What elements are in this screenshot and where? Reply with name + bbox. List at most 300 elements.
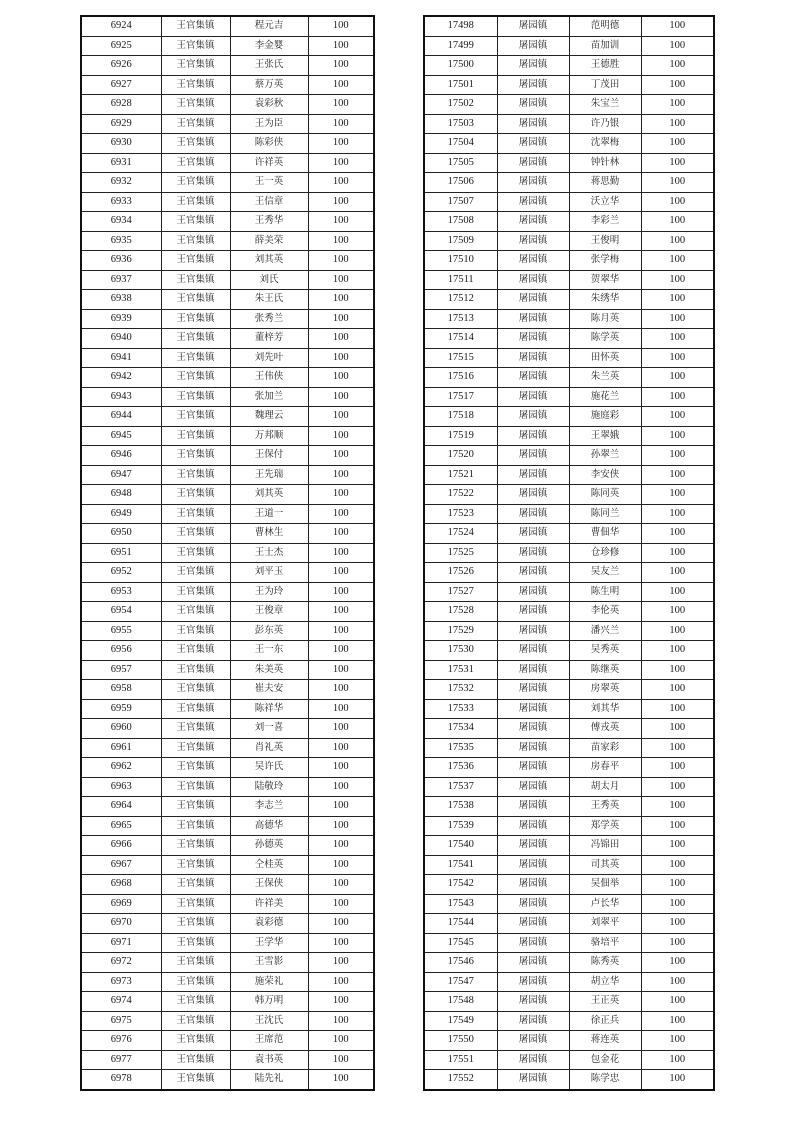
name-cell: 陈月英 [569, 309, 641, 329]
name-cell: 苗加训 [569, 36, 641, 56]
id-cell: 6969 [81, 894, 161, 914]
table-row [424, 914, 714, 934]
name-cell: 施花兰 [569, 387, 641, 407]
table-row [81, 485, 374, 505]
amount-cell: 100 [641, 56, 714, 76]
town-cell: 王官集镇 [161, 504, 230, 524]
table-row [81, 387, 374, 407]
name-cell: 陆先礼 [230, 1070, 308, 1090]
table-row [81, 446, 374, 466]
amount-cell: 100 [641, 641, 714, 661]
name-cell: 张学梅 [569, 251, 641, 271]
right-roster-body [424, 16, 714, 1090]
table-row [81, 563, 374, 583]
table-row [81, 173, 374, 193]
name-cell: 陈学忠 [569, 1070, 641, 1090]
name-cell: 程元吉 [230, 16, 308, 36]
table-row [424, 75, 714, 95]
town-cell: 屠园镇 [497, 153, 569, 173]
id-cell: 6937 [81, 270, 161, 290]
name-cell: 刘先叶 [230, 348, 308, 368]
name-cell: 王保侠 [230, 875, 308, 895]
table-row [81, 680, 374, 700]
table-row [81, 368, 374, 388]
town-cell: 王官集镇 [161, 407, 230, 427]
town-cell: 屠园镇 [497, 270, 569, 290]
amount-cell: 100 [308, 582, 374, 602]
table-row [81, 251, 374, 271]
amount-cell: 100 [641, 894, 714, 914]
name-cell: 魏理云 [230, 407, 308, 427]
amount-cell: 100 [308, 972, 374, 992]
town-cell: 王官集镇 [161, 153, 230, 173]
name-cell: 司其英 [569, 855, 641, 875]
town-cell: 王官集镇 [161, 192, 230, 212]
town-cell: 屠园镇 [497, 621, 569, 641]
id-cell: 17537 [424, 777, 497, 797]
town-cell: 王官集镇 [161, 797, 230, 817]
town-cell: 王官集镇 [161, 641, 230, 661]
id-cell: 17541 [424, 855, 497, 875]
id-cell: 17532 [424, 680, 497, 700]
table-row [424, 738, 714, 758]
table-row [81, 855, 374, 875]
amount-cell: 100 [308, 797, 374, 817]
amount-cell: 100 [308, 309, 374, 329]
id-cell: 6953 [81, 582, 161, 602]
town-cell: 王官集镇 [161, 992, 230, 1012]
id-cell: 17502 [424, 95, 497, 115]
table-row [424, 426, 714, 446]
table-row [81, 660, 374, 680]
amount-cell: 100 [308, 1031, 374, 1051]
name-cell: 陈秀英 [569, 953, 641, 973]
amount-cell: 100 [641, 1050, 714, 1070]
name-cell: 王正英 [569, 992, 641, 1012]
id-cell: 6975 [81, 1011, 161, 1031]
amount-cell: 100 [641, 446, 714, 466]
id-cell: 17526 [424, 563, 497, 583]
name-cell: 刘其英 [230, 485, 308, 505]
name-cell: 刘平玉 [230, 563, 308, 583]
table-row [81, 153, 374, 173]
town-cell: 屠园镇 [497, 173, 569, 193]
table-row [81, 582, 374, 602]
town-cell: 屠园镇 [497, 36, 569, 56]
amount-cell: 100 [641, 192, 714, 212]
amount-cell: 100 [308, 465, 374, 485]
id-cell: 17503 [424, 114, 497, 134]
amount-cell: 100 [641, 114, 714, 134]
amount-cell: 100 [308, 758, 374, 778]
table-row [424, 192, 714, 212]
amount-cell: 100 [308, 855, 374, 875]
id-cell: 6938 [81, 290, 161, 310]
town-cell: 王官集镇 [161, 855, 230, 875]
amount-cell: 100 [641, 836, 714, 856]
amount-cell: 100 [641, 738, 714, 758]
town-cell: 屠园镇 [497, 348, 569, 368]
name-cell: 陈学英 [569, 329, 641, 349]
amount-cell: 100 [308, 75, 374, 95]
id-cell: 17531 [424, 660, 497, 680]
town-cell: 屠园镇 [497, 699, 569, 719]
amount-cell: 100 [308, 543, 374, 563]
id-cell: 17545 [424, 933, 497, 953]
name-cell: 吴友兰 [569, 563, 641, 583]
name-cell: 李志兰 [230, 797, 308, 817]
id-cell: 6972 [81, 953, 161, 973]
table-row [81, 972, 374, 992]
town-cell: 王官集镇 [161, 309, 230, 329]
id-cell: 17547 [424, 972, 497, 992]
id-cell: 6943 [81, 387, 161, 407]
table-row [81, 543, 374, 563]
amount-cell: 100 [308, 387, 374, 407]
id-cell: 17513 [424, 309, 497, 329]
id-cell: 17501 [424, 75, 497, 95]
table-row [424, 992, 714, 1012]
name-cell: 袁书英 [230, 1050, 308, 1070]
id-cell: 17552 [424, 1070, 497, 1090]
name-cell: 陈同兰 [569, 504, 641, 524]
table-row [81, 56, 374, 76]
table-row [424, 114, 714, 134]
id-cell: 6950 [81, 524, 161, 544]
id-cell: 6970 [81, 914, 161, 934]
id-cell: 6924 [81, 16, 161, 36]
table-row [424, 1011, 714, 1031]
amount-cell: 100 [641, 1070, 714, 1090]
town-cell: 屠园镇 [497, 251, 569, 271]
town-cell: 王官集镇 [161, 621, 230, 641]
id-cell: 6959 [81, 699, 161, 719]
id-cell: 17514 [424, 329, 497, 349]
name-cell: 李金婴 [230, 36, 308, 56]
amount-cell: 100 [641, 1031, 714, 1051]
amount-cell: 100 [308, 738, 374, 758]
table-row [81, 1050, 374, 1070]
id-cell: 6955 [81, 621, 161, 641]
table-row [81, 407, 374, 427]
id-cell: 6934 [81, 212, 161, 232]
town-cell: 王官集镇 [161, 758, 230, 778]
table-row [81, 1031, 374, 1051]
town-cell: 屠园镇 [497, 309, 569, 329]
amount-cell: 100 [641, 602, 714, 622]
table-row [81, 914, 374, 934]
amount-cell: 100 [641, 173, 714, 193]
name-cell: 范明德 [569, 16, 641, 36]
id-cell: 6967 [81, 855, 161, 875]
name-cell: 孙翠兰 [569, 446, 641, 466]
amount-cell: 100 [641, 485, 714, 505]
name-cell: 王为玲 [230, 582, 308, 602]
table-row [81, 134, 374, 154]
name-cell: 王信章 [230, 192, 308, 212]
amount-cell: 100 [308, 875, 374, 895]
id-cell: 6962 [81, 758, 161, 778]
amount-cell: 100 [308, 212, 374, 232]
name-cell: 王为臣 [230, 114, 308, 134]
id-cell: 17504 [424, 134, 497, 154]
id-cell: 17508 [424, 212, 497, 232]
name-cell: 房春平 [569, 758, 641, 778]
name-cell: 王一英 [230, 173, 308, 193]
id-cell: 6945 [81, 426, 161, 446]
town-cell: 屠园镇 [497, 719, 569, 739]
table-row [81, 1011, 374, 1031]
name-cell: 房翠英 [569, 680, 641, 700]
table-row [424, 953, 714, 973]
id-cell: 6925 [81, 36, 161, 56]
amount-cell: 100 [641, 231, 714, 251]
table-row [81, 992, 374, 1012]
table-row [424, 36, 714, 56]
amount-cell: 100 [641, 426, 714, 446]
amount-cell: 100 [641, 348, 714, 368]
table-row [81, 797, 374, 817]
amount-cell: 100 [641, 699, 714, 719]
amount-cell: 100 [308, 1070, 374, 1090]
amount-cell: 100 [308, 563, 374, 583]
name-cell: 袁彩秋 [230, 95, 308, 115]
table-row [424, 446, 714, 466]
town-cell: 王官集镇 [161, 173, 230, 193]
town-cell: 王官集镇 [161, 1031, 230, 1051]
id-cell: 17535 [424, 738, 497, 758]
table-row [81, 231, 374, 251]
table-row [81, 894, 374, 914]
table-row [81, 777, 374, 797]
id-cell: 17530 [424, 641, 497, 661]
town-cell: 王官集镇 [161, 290, 230, 310]
id-cell: 17528 [424, 602, 497, 622]
town-cell: 王官集镇 [161, 914, 230, 934]
table-row [424, 641, 714, 661]
id-cell: 6976 [81, 1031, 161, 1051]
name-cell: 沈翠梅 [569, 134, 641, 154]
table-row [424, 543, 714, 563]
amount-cell: 100 [641, 933, 714, 953]
id-cell: 17509 [424, 231, 497, 251]
table-row [81, 524, 374, 544]
amount-cell: 100 [641, 270, 714, 290]
amount-cell: 100 [308, 504, 374, 524]
name-cell: 陈祥华 [230, 699, 308, 719]
table-row [424, 699, 714, 719]
town-cell: 屠园镇 [497, 816, 569, 836]
name-cell: 朱宝兰 [569, 95, 641, 115]
id-cell: 17500 [424, 56, 497, 76]
town-cell: 屠园镇 [497, 797, 569, 817]
town-cell: 王官集镇 [161, 329, 230, 349]
town-cell: 王官集镇 [161, 894, 230, 914]
town-cell: 屠园镇 [497, 582, 569, 602]
name-cell: 万邦顺 [230, 426, 308, 446]
amount-cell: 100 [308, 56, 374, 76]
table-row [81, 114, 374, 134]
amount-cell: 100 [308, 426, 374, 446]
town-cell: 王官集镇 [161, 231, 230, 251]
town-cell: 屠园镇 [497, 680, 569, 700]
id-cell: 6935 [81, 231, 161, 251]
name-cell: 朱绣华 [569, 290, 641, 310]
table-row [424, 387, 714, 407]
town-cell: 屠园镇 [497, 56, 569, 76]
amount-cell: 100 [641, 75, 714, 95]
amount-cell: 100 [641, 465, 714, 485]
town-cell: 屠园镇 [497, 290, 569, 310]
town-cell: 屠园镇 [497, 738, 569, 758]
table-row [81, 309, 374, 329]
table-row [81, 953, 374, 973]
table-row [81, 816, 374, 836]
town-cell: 屠园镇 [497, 446, 569, 466]
amount-cell: 100 [308, 953, 374, 973]
id-cell: 17499 [424, 36, 497, 56]
table-row [81, 738, 374, 758]
id-cell: 6958 [81, 680, 161, 700]
amount-cell: 100 [308, 446, 374, 466]
name-cell: 刘一喜 [230, 719, 308, 739]
id-cell: 6931 [81, 153, 161, 173]
amount-cell: 100 [641, 524, 714, 544]
name-cell: 吴秀英 [569, 641, 641, 661]
town-cell: 屠园镇 [497, 543, 569, 563]
amount-cell: 100 [641, 563, 714, 583]
id-cell: 6936 [81, 251, 161, 271]
table-row [424, 797, 714, 817]
name-cell: 曹林生 [230, 524, 308, 544]
name-cell: 高德华 [230, 816, 308, 836]
town-cell: 屠园镇 [497, 192, 569, 212]
town-cell: 屠园镇 [497, 758, 569, 778]
id-cell: 17520 [424, 446, 497, 466]
table-row [424, 836, 714, 856]
town-cell: 屠园镇 [497, 1011, 569, 1031]
name-cell: 彭东英 [230, 621, 308, 641]
town-cell: 王官集镇 [161, 836, 230, 856]
town-cell: 王官集镇 [161, 660, 230, 680]
amount-cell: 100 [308, 368, 374, 388]
name-cell: 王沈氏 [230, 1011, 308, 1031]
town-cell: 王官集镇 [161, 251, 230, 271]
table-row [81, 16, 374, 36]
name-cell: 蒋连英 [569, 1031, 641, 1051]
amount-cell: 100 [641, 777, 714, 797]
amount-cell: 100 [641, 543, 714, 563]
town-cell: 王官集镇 [161, 134, 230, 154]
table-row [81, 875, 374, 895]
name-cell: 王张氏 [230, 56, 308, 76]
table-row [424, 524, 714, 544]
amount-cell: 100 [641, 387, 714, 407]
name-cell: 郑学英 [569, 816, 641, 836]
id-cell: 17540 [424, 836, 497, 856]
table-row [424, 660, 714, 680]
table-row [81, 270, 374, 290]
town-cell: 屠园镇 [497, 504, 569, 524]
table-row [81, 192, 374, 212]
town-cell: 屠园镇 [497, 75, 569, 95]
table-row [424, 1070, 714, 1090]
table-row [424, 329, 714, 349]
name-cell: 潘兴兰 [569, 621, 641, 641]
town-cell: 屠园镇 [497, 95, 569, 115]
name-cell: 徐正兵 [569, 1011, 641, 1031]
amount-cell: 100 [641, 875, 714, 895]
name-cell: 陈生明 [569, 582, 641, 602]
town-cell: 屠园镇 [497, 134, 569, 154]
town-cell: 王官集镇 [161, 212, 230, 232]
id-cell: 6947 [81, 465, 161, 485]
name-cell: 崔夫安 [230, 680, 308, 700]
name-cell: 许乃银 [569, 114, 641, 134]
amount-cell: 100 [641, 309, 714, 329]
id-cell: 6968 [81, 875, 161, 895]
id-cell: 6940 [81, 329, 161, 349]
amount-cell: 100 [641, 504, 714, 524]
table-row [424, 719, 714, 739]
town-cell: 王官集镇 [161, 36, 230, 56]
name-cell: 王先瑞 [230, 465, 308, 485]
amount-cell: 100 [308, 485, 374, 505]
table-row [424, 563, 714, 583]
id-cell: 6974 [81, 992, 161, 1012]
amount-cell: 100 [308, 114, 374, 134]
town-cell: 屠园镇 [497, 407, 569, 427]
table-row [81, 1070, 374, 1090]
town-cell: 王官集镇 [161, 563, 230, 583]
town-cell: 屠园镇 [497, 855, 569, 875]
amount-cell: 100 [641, 95, 714, 115]
id-cell: 6956 [81, 641, 161, 661]
town-cell: 王官集镇 [161, 387, 230, 407]
town-cell: 王官集镇 [161, 602, 230, 622]
town-cell: 屠园镇 [497, 485, 569, 505]
amount-cell: 100 [641, 972, 714, 992]
id-cell: 6960 [81, 719, 161, 739]
table-row [81, 836, 374, 856]
town-cell: 屠园镇 [497, 914, 569, 934]
name-cell: 朱兰英 [569, 368, 641, 388]
town-cell: 王官集镇 [161, 777, 230, 797]
town-cell: 屠园镇 [497, 329, 569, 349]
town-cell: 王官集镇 [161, 426, 230, 446]
id-cell: 6929 [81, 114, 161, 134]
table-row [81, 75, 374, 95]
amount-cell: 100 [641, 251, 714, 271]
amount-cell: 100 [308, 914, 374, 934]
town-cell: 王官集镇 [161, 114, 230, 134]
id-cell: 6952 [81, 563, 161, 583]
amount-cell: 100 [308, 621, 374, 641]
town-cell: 王官集镇 [161, 95, 230, 115]
id-cell: 17524 [424, 524, 497, 544]
amount-cell: 100 [641, 407, 714, 427]
name-cell: 施荣礼 [230, 972, 308, 992]
id-cell: 6926 [81, 56, 161, 76]
right-roster-table [423, 15, 715, 1091]
town-cell: 王官集镇 [161, 56, 230, 76]
name-cell: 王秀华 [230, 212, 308, 232]
town-cell: 屠园镇 [497, 563, 569, 583]
amount-cell: 100 [308, 16, 374, 36]
name-cell: 许祥英 [230, 153, 308, 173]
amount-cell: 100 [641, 816, 714, 836]
left-roster-table [80, 15, 375, 1091]
